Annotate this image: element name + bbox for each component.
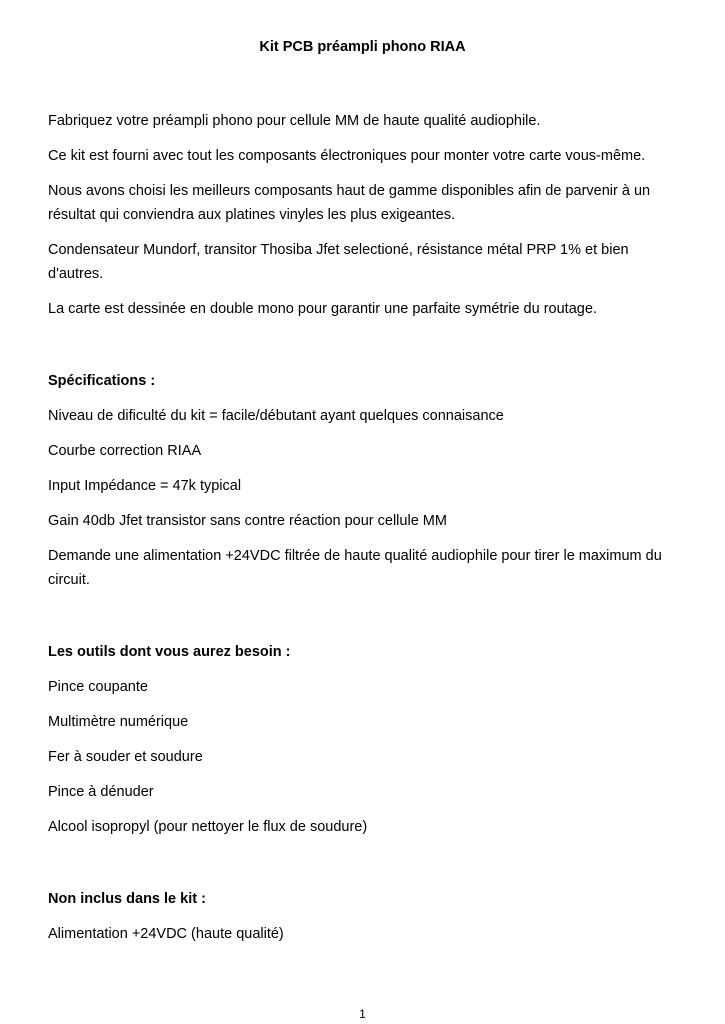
not-included-item: Alimentation +24VDC (haute qualité) (48, 926, 284, 942)
tool-item: Pince à dénuder (48, 784, 154, 800)
tools-heading: Les outils dont vous aurez besoin : (48, 644, 291, 660)
tool-item: Fer à souder et soudure (48, 749, 203, 765)
not-included-heading: Non inclus dans le kit : (48, 891, 206, 907)
tool-item: Multimètre numérique (48, 714, 189, 730)
intro-paragraph: La carte est dessinée en double mono pour garantir une parfaite symétrie du routage. (48, 301, 597, 317)
section-spacer (48, 332, 668, 369)
intro-paragraph: Nous avons choisi les meilleurs composants haut de gamme disponibles afin de parvenir à un résultat qui conviendra aux platines vinyles les plus exigeantes. (48, 183, 651, 223)
intro-paragraph: Fabriquez votre préampli phono pour cellule MM de haute qualité audiophile. (48, 113, 541, 129)
specification-item: Courbe correction RIAA (48, 443, 202, 459)
document-body (48, 109, 668, 957)
specification-item: Demande une alimentation +24VDC filtrée de haute qualité audiophile pour tirer le maximum du circuit. (48, 548, 662, 588)
specification-item: Gain 40db Jfet transistor sans contre réaction pour cellule MM (48, 513, 447, 529)
specifications-heading: Spécifications : (48, 373, 156, 389)
specification-item: Input Impédance = 47k typical (48, 478, 242, 494)
section-spacer (48, 850, 668, 887)
section-spacer (48, 603, 668, 640)
document-title: Kit PCB préampli phono RIAA (259, 39, 466, 55)
intro-paragraph: Condensateur Mundorf, transitor Thosiba Jfet selectioné, résistance métal PRP 1% et bien d'autres. (48, 242, 629, 282)
intro-paragraph: Ce kit est fourni avec tout les composants électroniques pour monter votre carte vous-même. (48, 148, 646, 164)
specification-item: Niveau de dificulté du kit = facile/débutant ayant quelques connaisance (48, 408, 504, 424)
page-number: 1 (359, 1007, 366, 1021)
tool-item: Pince coupante (48, 679, 148, 695)
tool-item: Alcool isopropyl (pour nettoyer le flux de soudure) (48, 819, 368, 835)
